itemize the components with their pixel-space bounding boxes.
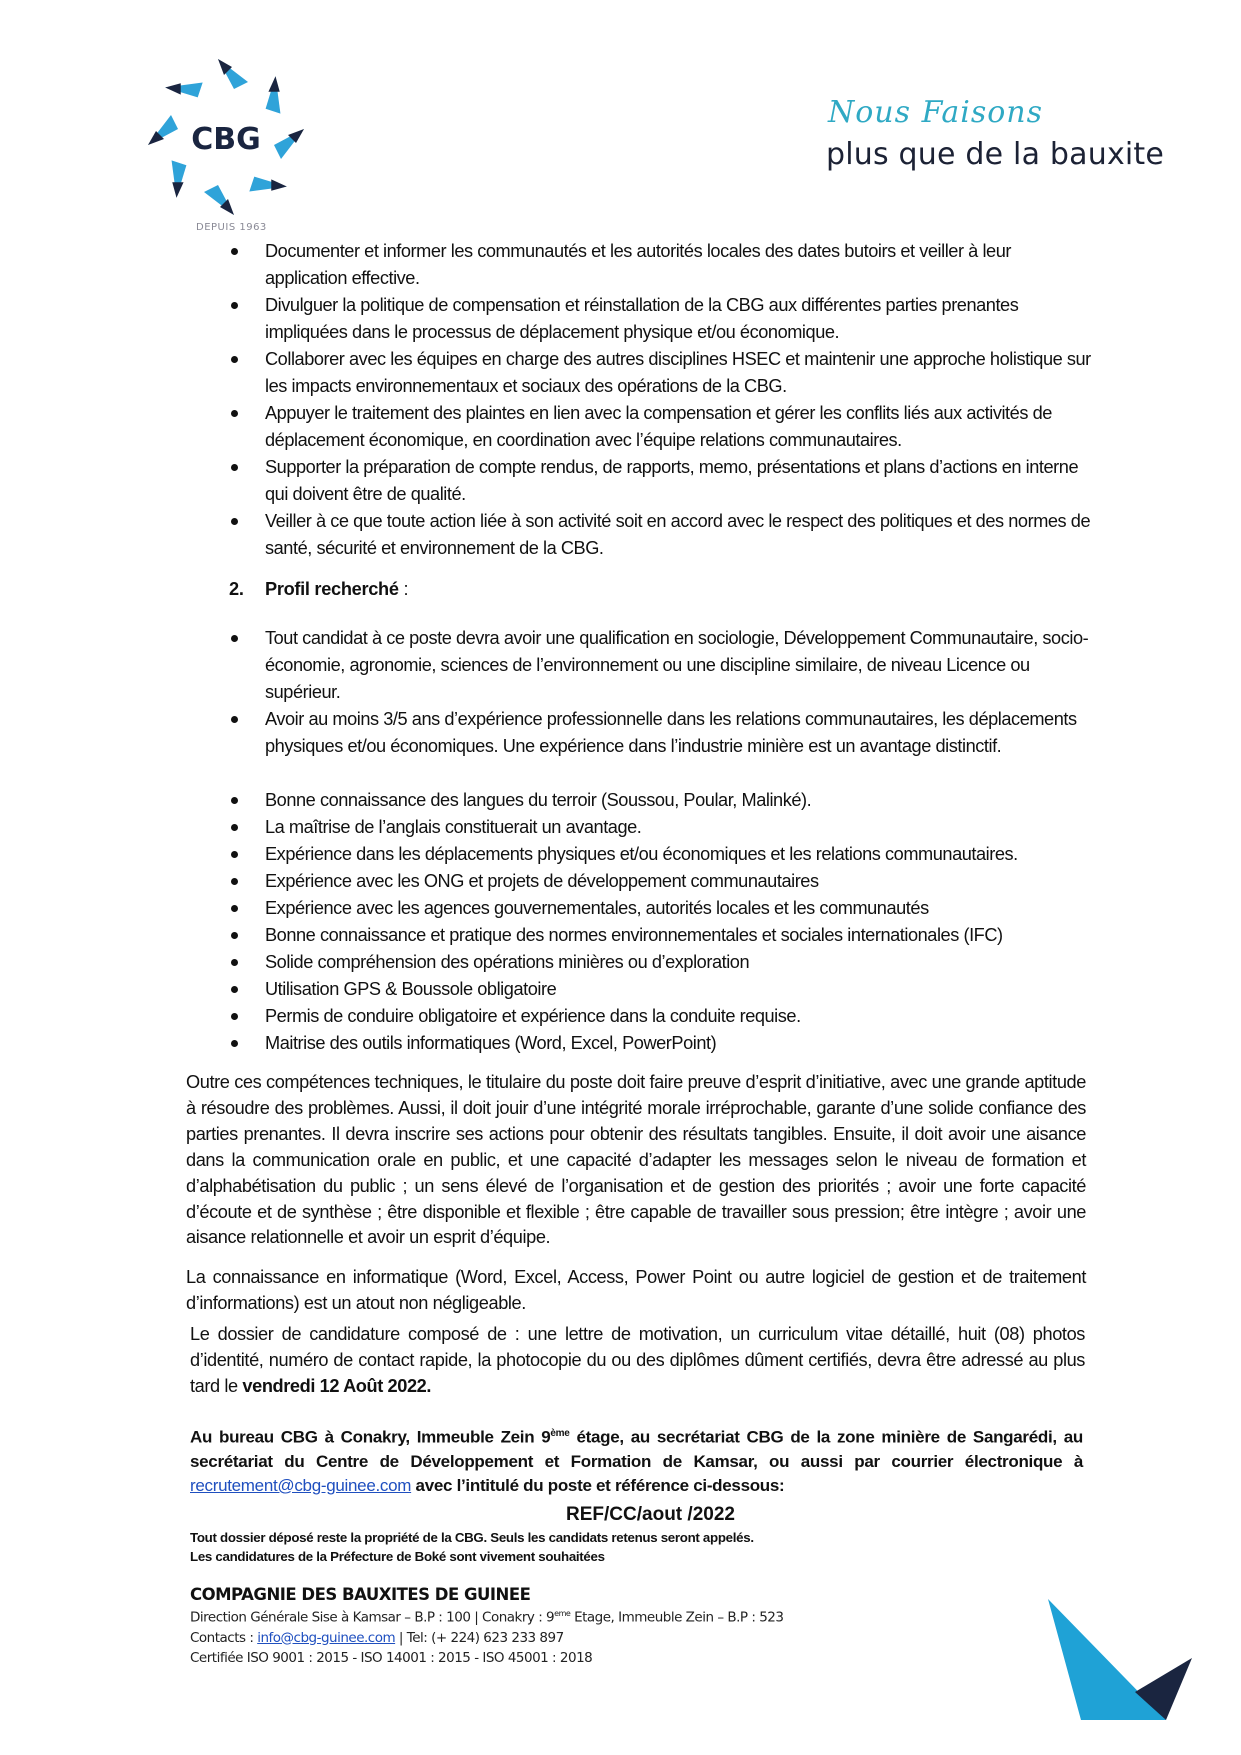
logo-text: CBG bbox=[191, 122, 261, 157]
deadline: vendredi 12 Août 2022. bbox=[242, 1375, 432, 1396]
application-paragraph: Le dossier de candidature composé de : une lettre de motivation, un curriculum vitae détaillé, huit (08) photos d’identité, numéro de contact rapide, la photocopie du ou des diplômes dûment certifiés, devra être adressé au plus tard le vendredi 12 Août 2022. bbox=[190, 1324, 1085, 1396]
bullet-icon bbox=[231, 518, 238, 525]
bullet-icon bbox=[231, 716, 238, 723]
corner-logo bbox=[1048, 1585, 1198, 1740]
cbg-logo-pinwheel-icon bbox=[146, 52, 306, 222]
submission-paragraph: Au bureau CBG à Conakry, Immeuble Zein 9ème étage, au secrétariat CBG de la zone minière de Sangarédi, au secrétariat du Centre de Développement et Formation de Kamsar, ou aussi par courrier électronique à recrutement@cbg-guinee.com avec l’intitulé du poste et référence ci-dessous: bbox=[190, 1427, 1083, 1495]
brand-triangle-icon bbox=[1048, 1585, 1198, 1735]
tagline-script: Nous Faisons bbox=[828, 95, 1043, 130]
bullet-icon bbox=[231, 986, 238, 993]
bullet-icon bbox=[231, 932, 238, 939]
computer-skills-paragraph: La connaissance en informatique (Word, Excel, Access, Power Point ou autre logiciel de gestion et de traitement d’informations) est un atout non négligeable. bbox=[186, 1267, 1086, 1313]
bullet-icon bbox=[231, 635, 238, 642]
note-boke: Les candidatures de la Préfecture de Boké sont vivement souhaitées bbox=[190, 1549, 605, 1564]
list-item: Permis de conduire obligatoire et expérience dans la conduite requise. bbox=[265, 1003, 1095, 1030]
list-item: Bonne connaissance des langues du terroir (Soussou, Poular, Malinké). bbox=[265, 787, 1095, 814]
bullet-icon bbox=[231, 356, 238, 363]
list-item: Documenter et informer les communautés et les autorités locales des dates butoirs et veiller à leur application effective. bbox=[265, 238, 1095, 292]
bullet-icon bbox=[231, 851, 238, 858]
company-name: COMPAGNIE DES BAUXITES DE GUINEE bbox=[190, 1585, 531, 1604]
list-item: Divulguer la politique de compensation et réinstallation de la CBG aux différentes parties prenantes impliquées dans le processus de déplacement physique et/ou économique. bbox=[265, 292, 1095, 346]
bullet-icon bbox=[231, 878, 238, 885]
contacts-line: Contacts : info@cbg-guinee.com | Tel: (+ 224) 623 233 897 bbox=[190, 1629, 564, 1646]
list-item: Expérience avec les agences gouvernementales, autorités locales et les communautés bbox=[265, 895, 1095, 922]
bullet-icon bbox=[231, 302, 238, 309]
bullet-icon bbox=[231, 1013, 238, 1020]
list-item: Avoir au moins 3/5 ans d’expérience professionnelle dans les relations communautaires, les déplacements physiques et/ou économiques. Une expérience dans l’industrie minière est un avantage distinctif. bbox=[265, 706, 1095, 760]
tagline bbox=[820, 95, 1220, 185]
logo-since: DEPUIS 1963 bbox=[196, 222, 267, 233]
list-item: Supporter la préparation de compte rendus, de rapports, memo, présentations et plans d’actions en interne qui doivent être de qualité. bbox=[265, 454, 1095, 508]
list-item: Solide compréhension des opérations minières ou d’exploration bbox=[265, 949, 1095, 976]
list-item: Expérience dans les déplacements physiques et/ou économiques et les relations communautaires. bbox=[265, 841, 1095, 868]
section-title-profile: 2. Profil recherché : bbox=[229, 579, 409, 599]
list-item: La maîtrise de l’anglais constituerait un avantage. bbox=[265, 814, 1095, 841]
list-item: Collaborer avec les équipes en charge des autres disciplines HSEC et maintenir une approche holistique sur les impacts environnementaux et sociaux des opérations de la CBG. bbox=[265, 346, 1095, 400]
bullet-icon bbox=[231, 410, 238, 417]
address-line: Direction Générale Sise à Kamsar – B.P : 100 | Conakry : 9eme Etage, Immeuble Zein – B.P : 523 bbox=[190, 1609, 784, 1626]
certification-line: Certifiée ISO 9001 : 2015 - ISO 14001 : 2015 - ISO 45001 : 2018 bbox=[190, 1649, 593, 1666]
list-item: Appuyer le traitement des plaintes en lien avec la compensation et gérer les conflits liés aux activités de déplacement économique, en coordination avec l’équipe relations communautaires. bbox=[265, 400, 1095, 454]
bullet-icon bbox=[231, 797, 238, 804]
job-reference: REF/CC/aout /2022 bbox=[566, 1504, 735, 1525]
list-item: Utilisation GPS & Boussole obligatoire bbox=[265, 976, 1095, 1003]
info-email-link[interactable]: info@cbg-guinee.com bbox=[257, 1629, 396, 1646]
list-item: Maitrise des outils informatiques (Word, Excel, PowerPoint) bbox=[265, 1030, 1095, 1057]
list-item: Veiller à ce que toute action liée à son activité soit en accord avec le respect des politiques et des normes de santé, sécurité et environnement de la CBG. bbox=[265, 508, 1095, 562]
bullet-icon bbox=[231, 1040, 238, 1047]
bullet-icon bbox=[231, 464, 238, 471]
list-item: Expérience avec les ONG et projets de développement communautaires bbox=[265, 868, 1095, 895]
bullet-icon bbox=[231, 905, 238, 912]
bullet-icon bbox=[231, 959, 238, 966]
list-item: Tout candidat à ce poste devra avoir une qualification en sociologie, Développement Communautaire, socio-économie, agronomie, sciences de l’environnement ou une discipline similaire, de niveau Licence ou supérieur. bbox=[265, 625, 1095, 706]
tagline-main: plus que de la bauxite bbox=[826, 137, 1165, 172]
list-item: Bonne connaissance et pratique des normes environnementales et sociales internationales (IFC) bbox=[265, 922, 1095, 949]
note-property: Tout dossier déposé reste la propriété de la CBG. Seuls les candidats retenus seront appelés. bbox=[190, 1530, 754, 1545]
soft-skills-paragraph: Outre ces compétences techniques, le titulaire du poste doit faire preuve d’esprit d’initiative, avec une grande aptitude à résoudre des problèmes. Aussi, il doit jouir d’une intégrité morale irréprochable, garante d’une solide confiance des parties prenantes. Il devra inscrire ses actions pour obtenir des résultats tangibles. Ensuite, il doit avoir une aisance dans la communication orale en public, et une capacité d’adapter les messages selon le niveau de formation et d’alphabétisation du public ; un sens élevé de l’organisation et de gestion des priorités ; avoir une forte capacité d’écoute et de synthèse ; être disponible et flexible ; être capable de travailler sous pression; être intègre ; avoir une aisance relationnelle et avoir un esprit d’équipe. bbox=[186, 1072, 1086, 1248]
recruitment-email-link[interactable]: recrutement@cbg-guinee.com bbox=[190, 1475, 412, 1495]
cbg-logo bbox=[146, 52, 306, 232]
bullet-icon bbox=[231, 248, 238, 255]
bullet-icon bbox=[231, 824, 238, 831]
footer bbox=[190, 1585, 783, 1668]
